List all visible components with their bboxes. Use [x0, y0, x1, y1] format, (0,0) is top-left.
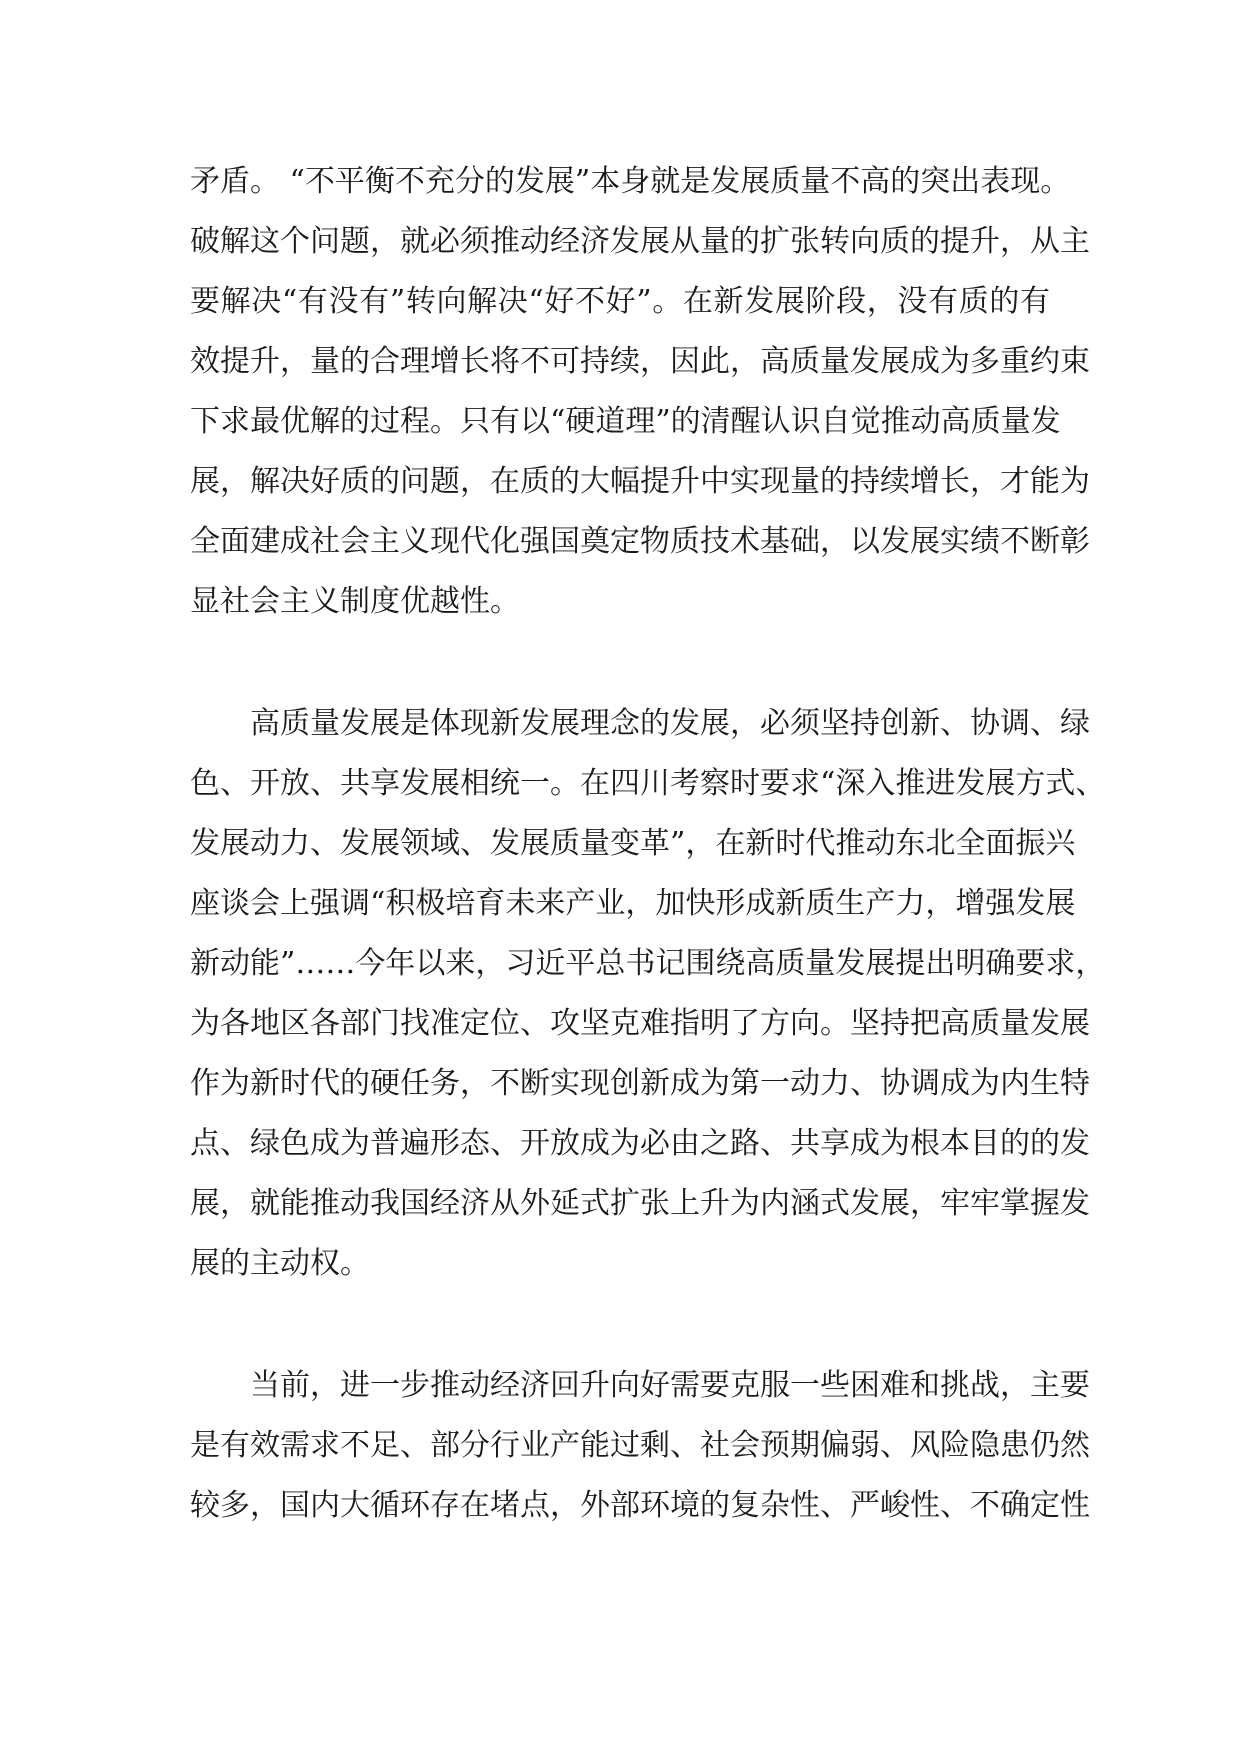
text-line: 效提升，量的合理增长将不可持续，因此，高质量发展成为多重约束 [190, 344, 1090, 379]
text-line: 破解这个问题，就必须推动经济发展从量的扩张转向质的提升，从主 [190, 224, 1090, 259]
paragraph-spacer [190, 1294, 1050, 1356]
text-line: 展，解决好质的问题，在质的大幅提升中实现量的持续增长，才能为 [190, 464, 1090, 499]
text-line: 要解决“有没有”转向解决“好不好”。在新发展阶段，没有质的有 [190, 284, 1050, 319]
paragraph-3 [190, 1356, 1090, 1536]
text-line: 新动能”……今年以来，习近平总书记围绕高质量发展提出明确要求， [190, 946, 1106, 981]
text-line: 展的主动权。 [190, 1246, 370, 1281]
text-line: 为各地区各部门找准定位、攻坚克难指明了方向。坚持把高质量发展 [190, 1006, 1090, 1041]
text-line: 作为新时代的硬任务，不断实现创新成为第一动力、协调成为内生特 [190, 1066, 1090, 1101]
text-line: 座谈会上强调“积极培育未来产业，加快形成新质生产力，增强发展 [190, 886, 1076, 921]
text-line: 显社会主义制度优越性。 [190, 584, 520, 619]
text-line: 展，就能推动我国经济从外延式扩张上升为内涵式发展，牢牢掌握发 [190, 1186, 1090, 1221]
text-line: 是有效需求不足、部分行业产能过剩、社会预期偏弱、风险隐患仍然 [190, 1428, 1090, 1463]
text-line: 高质量发展是体现新发展理念的发展，必须坚持创新、协调、绿 [250, 706, 1090, 741]
text-line: 较多，国内大循环存在堵点，外部环境的复杂性、严峻性、不确定性 [190, 1488, 1090, 1523]
text-line: 色、开放、共享发展相统一。在四川考察时要求“深入推进发展方式、 [190, 766, 1106, 801]
document-body [190, 152, 1106, 1536]
text-line: 当前，进一步推动经济回升向好需要克服一些困难和挑战，主要 [250, 1368, 1090, 1403]
paragraph-2 [190, 694, 1106, 1294]
text-line: 下求最优解的过程。只有以“硬道理”的清醒认识自觉推动高质量发 [190, 404, 1061, 439]
paragraph-spacer [190, 632, 1050, 694]
text-line: 全面建成社会主义现代化强国奠定物质技术基础，以发展实绩不断彰 [190, 524, 1090, 559]
paragraph-1 [190, 152, 1090, 632]
text-line: 矛盾。 “不平衡不充分的发展”本身就是发展质量不高的突出表现。 [190, 164, 1071, 199]
text-line: 点、绿色成为普遍形态、开放成为必由之路、共享成为根本目的的发 [190, 1126, 1090, 1161]
text-line: 发展动力、发展领域、发展质量变革”，在新时代推动东北全面振兴 [190, 826, 1076, 861]
